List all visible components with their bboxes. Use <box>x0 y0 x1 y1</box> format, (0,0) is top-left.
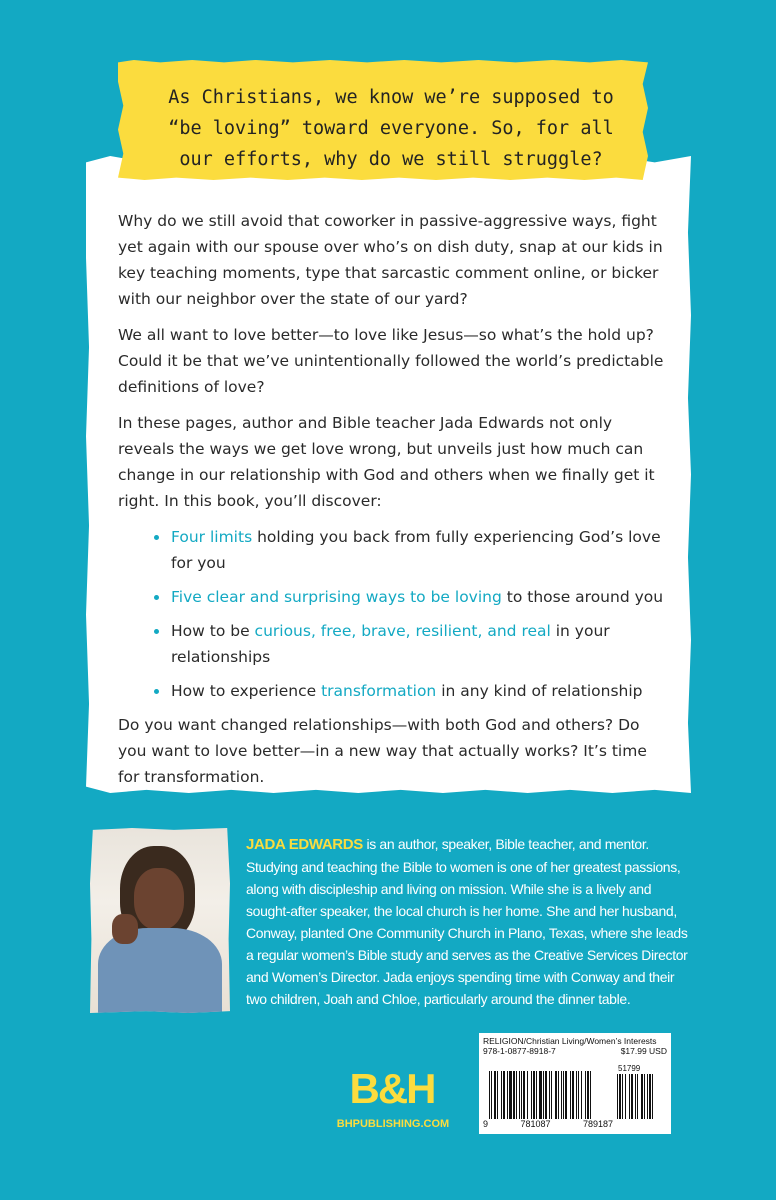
author-bio-text: is an author, speaker, Bible teacher, and mentor. Studying and teaching the Bible to women is one of her greatest passions, along with discipleship and living on mission. While she is a lively and sought-after speaker, the local church is her home. She and her husband, Conway, planted One Community Church in Plano, Texas, where she leads a regular women’s Bible study and serves as the Creative Services Director and Women’s Director. Jada enjoys spending time with Conway and their two children, Joah and Chloe, particularly around the dinner table. <box>246 836 688 1007</box>
barcode-category: RELIGION/Christian Living/Women’s Interests <box>483 1036 657 1046</box>
author-name: JADA EDWARDS <box>246 836 363 853</box>
bullet-icon <box>154 595 159 600</box>
barcode-bars <box>489 1071 609 1119</box>
bullet-icon <box>154 629 159 634</box>
barcode-digits: 9 781087 789187 <box>483 1119 613 1129</box>
barcode-isbn: 978-1-0877-8918-7 <box>483 1046 556 1056</box>
highlight-text: curious, free, brave, resilient, and real <box>254 622 551 640</box>
quote-line: our efforts, why do we still struggle? <box>179 149 603 170</box>
list-item: How to experience transformation in any kind of relationship <box>154 678 668 704</box>
highlight-text: Four limits <box>171 528 253 546</box>
discover-list <box>154 524 668 704</box>
quote-line: As Christians, we know we’re supposed to <box>168 87 614 108</box>
highlight-text: transformation <box>321 682 437 700</box>
barcode-price: $17.99 USD <box>620 1046 667 1056</box>
paragraph-1: Why do we still avoid that coworker in passive-aggressive ways, fight yet again with our spouse over who’s on dish duty, snap at our kids in key teaching moments, type that sarcastic comment online, or bicker with our neighbor over the state of our yard? <box>118 212 663 308</box>
paragraph-3: In these pages, author and Bible teacher Jada Edwards not only reveals the ways we get love wrong, but unveils just how much can change in our relationship with God and others when we finally get it right. In this book, you’ll discover: <box>118 414 655 510</box>
paragraph-2: We all want to love better—to love like Jesus—so what’s the hold up? Could it be that we’ve unintentionally followed the world’s predictable definitions of love? <box>118 326 664 396</box>
publisher-logo: B&H <box>349 1065 435 1112</box>
barcode-box <box>479 1033 671 1134</box>
highlight-text: Five clear and surprising ways to be loving <box>171 588 502 606</box>
quote-line: “be loving” toward everyone. So, for all <box>168 118 614 139</box>
list-item: Four limits holding you back from fully experiencing God’s love for you <box>154 524 668 576</box>
quote-text <box>156 82 626 175</box>
list-item: How to be curious, free, brave, resilient, and real in your relationships <box>154 618 668 670</box>
barcode-ext-bars <box>617 1074 665 1119</box>
barcode-price-code: 51799 <box>618 1064 641 1073</box>
author-bio <box>246 833 691 1010</box>
paragraph-4: Do you want changed relationships—with both God and others? Do you want to love better—in a new way that actually works? It’s time for transformation. <box>118 716 647 786</box>
list-item: Five clear and surprising ways to be loving to those around you <box>154 584 668 610</box>
description-text <box>118 208 668 800</box>
bullet-icon <box>154 689 159 694</box>
bullet-icon <box>154 535 159 540</box>
publisher-url: BHPUBLISHING.COM <box>336 1118 450 1130</box>
author-photo <box>90 828 230 1013</box>
